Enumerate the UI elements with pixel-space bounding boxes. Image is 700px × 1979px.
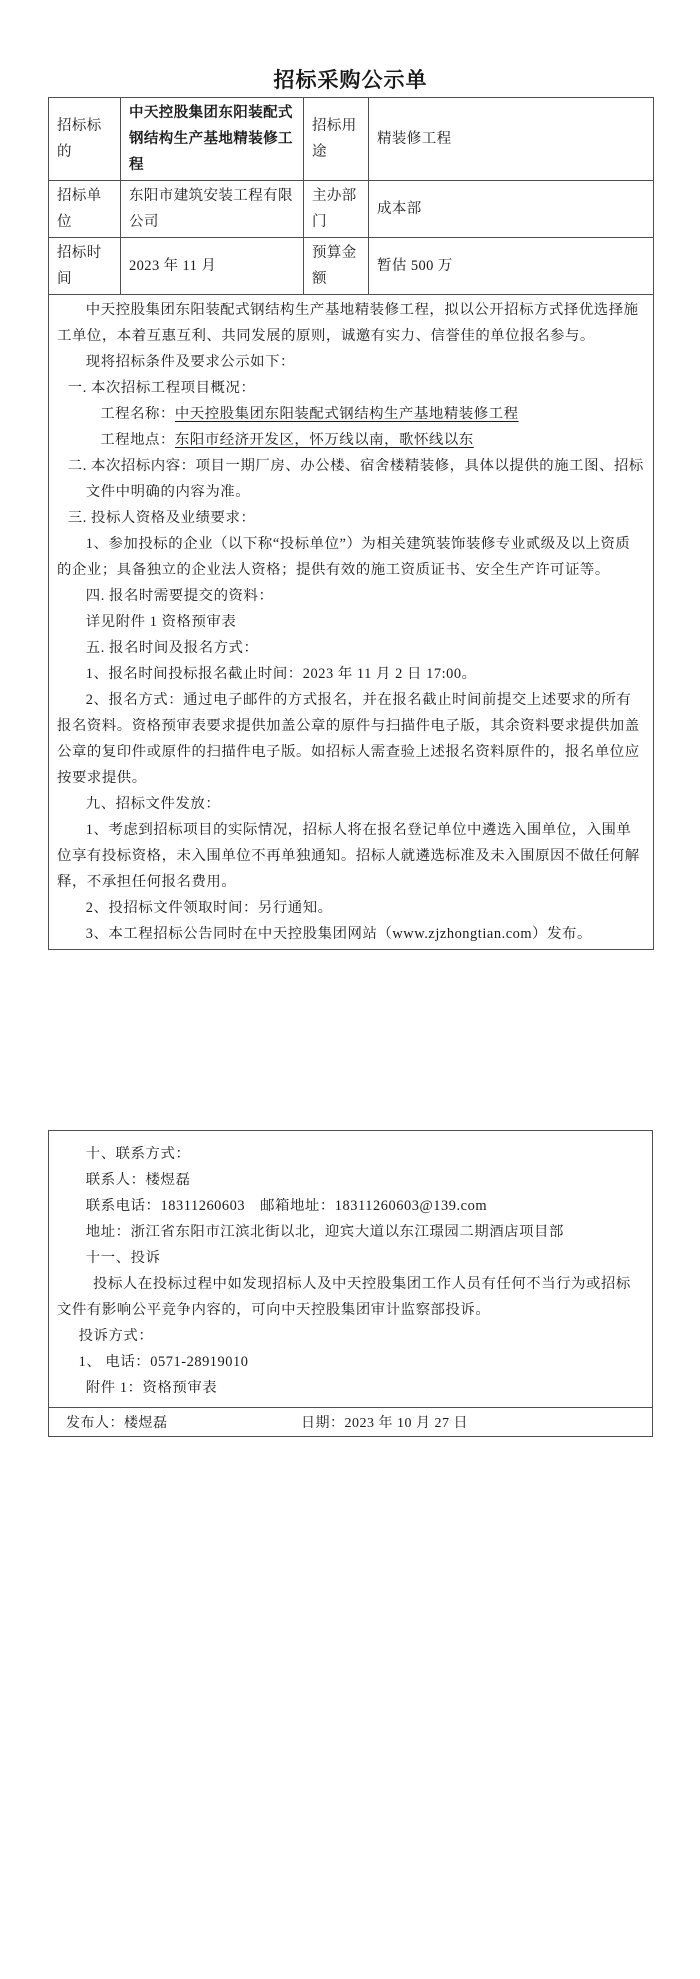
paragraph — [57, 1167, 644, 1193]
text: 十、联系方式： — [85, 1146, 191, 1162]
field-label-host-dept: 主办部门 — [304, 181, 369, 238]
text: 1、考虑到招标项目的实际情况，招标人将在报名登记单位中遴选入围单位，入围单位享有投标资格，未入围单位不再单独通知。招标人就遴选标准及未入围原因不做任何解释，不承担任何报名费用。 — [57, 822, 640, 890]
text: 2、报名方式：通过电子邮件的方式报名，并在报名截止时间前提交上述要求的所有报名资料。资格预审表要求提供加盖公章的原件与扫描件电子版，其余资料要求提供加盖公章的复印件或原件的扫描件电子版。如招标人需查验上述报名资料原件的，报名单位应按要求提供。 — [57, 692, 640, 786]
field-label-bid-subject: 招标标的 — [49, 98, 121, 181]
text: 1、 电话：0571-28919010 — [78, 1354, 249, 1370]
text: 四. 报名时需要提交的资料： — [85, 588, 274, 604]
publish-date: 日期：2023 年 10 月 27 日 — [301, 1416, 468, 1431]
text: 现将招标条件及要求公示如下： — [85, 354, 295, 370]
text: 详见附件 1 资格预审表 — [85, 614, 237, 630]
text: 工程地点： — [100, 432, 175, 448]
paragraph — [57, 791, 645, 817]
paragraph — [57, 375, 645, 401]
notice-body-paragraphs — [57, 297, 645, 947]
contact-paragraphs — [49, 1131, 652, 1407]
text: 五. 报名时间及报名方式： — [85, 640, 259, 656]
underlined-text: 东阳市经济开发区，怀万线以南，歌怀线以东 — [174, 432, 474, 448]
paragraph — [57, 401, 645, 427]
paragraph — [57, 1219, 644, 1245]
paragraph — [57, 895, 645, 921]
paragraph — [57, 635, 645, 661]
text: 工程名称： — [100, 406, 175, 422]
paragraph — [57, 1323, 644, 1349]
underlined-text: 中天控股集团东阳装配式钢结构生产基地精装修工程 — [174, 406, 519, 422]
field-value-bid-purpose: 精装修工程 — [369, 98, 654, 181]
table-row — [49, 295, 654, 950]
text: 联系人：楼煜磊 — [85, 1172, 191, 1188]
text: 地址：浙江省东阳市江滨北街以北，迎宾大道以东江璟园二期酒店项目部 — [85, 1224, 564, 1240]
paragraph — [57, 817, 645, 895]
publish-row — [49, 1407, 652, 1436]
bid-info-table — [48, 97, 654, 950]
paragraph — [57, 297, 645, 349]
paragraph — [57, 1349, 644, 1375]
paragraph — [57, 1193, 644, 1219]
paragraph — [57, 1245, 644, 1271]
text: 附件 1：资格预审表 — [85, 1380, 218, 1396]
text: 2、投招标文件领取时间：另行通知。 — [85, 900, 333, 916]
field-label-bid-unit: 招标单位 — [49, 181, 121, 238]
contact-section — [48, 1130, 653, 1437]
paragraph — [57, 505, 645, 531]
text: 3、本工程招标公告同时在中天控股集团网站（www.zjzhongtian.com）发布。 — [85, 926, 592, 942]
paragraph — [57, 687, 645, 791]
table-row — [49, 98, 654, 181]
field-value-bid-unit: 东阳市建筑安装工程有限公司 — [121, 181, 304, 238]
page-title: 招标采购公示单 — [273, 68, 428, 92]
paragraph — [67, 453, 645, 505]
publisher-name: 发布人：楼煜磊 — [66, 1416, 168, 1431]
paragraph — [57, 531, 645, 583]
paragraph — [57, 661, 645, 687]
field-value-bid-subject: 中天控股集团东阳装配式钢结构生产基地精装修工程 — [121, 98, 304, 181]
text: 十一、投诉 — [85, 1250, 161, 1266]
text: 九、招标文件发放： — [85, 796, 221, 812]
field-label-bid-time: 招标时间 — [49, 238, 121, 295]
field-value-budget: 暂估 500 万 — [369, 238, 654, 295]
paragraph — [57, 609, 645, 635]
text: 联系电话：18311260603 邮箱地址：18311260603@139.com — [85, 1198, 488, 1214]
text: 1、报名时间投标报名截止时间：2023 年 11 月 2 日 17:00。 — [85, 666, 477, 682]
text: 投标人在投标过程中如发现招标人及中天控股集团工作人员有任何不当行为或招标文件有影响公平竞争内容的，可向中天控股集团审计监察部投诉。 — [57, 1276, 631, 1318]
notice-body-cell — [49, 295, 654, 950]
page-break-gap — [48, 950, 653, 1130]
paragraph — [57, 1141, 644, 1167]
text: 一. 本次招标工程项目概况： — [67, 380, 256, 396]
field-value-bid-time: 2023 年 11 月 — [121, 238, 304, 295]
paragraph — [57, 1271, 644, 1323]
notice-document — [48, 0, 653, 1437]
field-label-bid-purpose: 招标用途 — [304, 98, 369, 181]
text: 中天控股集团东阳装配式钢结构生产基地精装修工程，拟以公开招标方式择优选择施工单位，本着互惠互利、共同发展的原则，诚邀有实力、信誉佳的单位报名参与。 — [57, 302, 639, 344]
paragraph — [57, 427, 645, 453]
paragraph — [57, 1375, 644, 1401]
text: 投诉方式： — [78, 1328, 154, 1344]
paragraph — [57, 349, 645, 375]
table-row — [49, 238, 654, 295]
text: 三. 投标人资格及业绩要求： — [67, 510, 256, 526]
field-label-budget: 预算金额 — [304, 238, 369, 295]
text: 1、参加投标的企业（以下称“投标单位”）为相关建筑装饰装修专业贰级及以上资质的企业；具备独立的企业法人资格；提供有效的施工资质证书、安全生产许可证等。 — [57, 536, 631, 578]
table-row — [49, 181, 654, 238]
paragraph — [57, 921, 645, 947]
field-value-host-dept: 成本部 — [369, 181, 654, 238]
text: 二. 本次招标内容：项目一期厂房、办公楼、宿舍楼精装修，具体以提供的施工图、招标文件中明确的内容为准。 — [67, 458, 644, 500]
paragraph — [57, 583, 645, 609]
